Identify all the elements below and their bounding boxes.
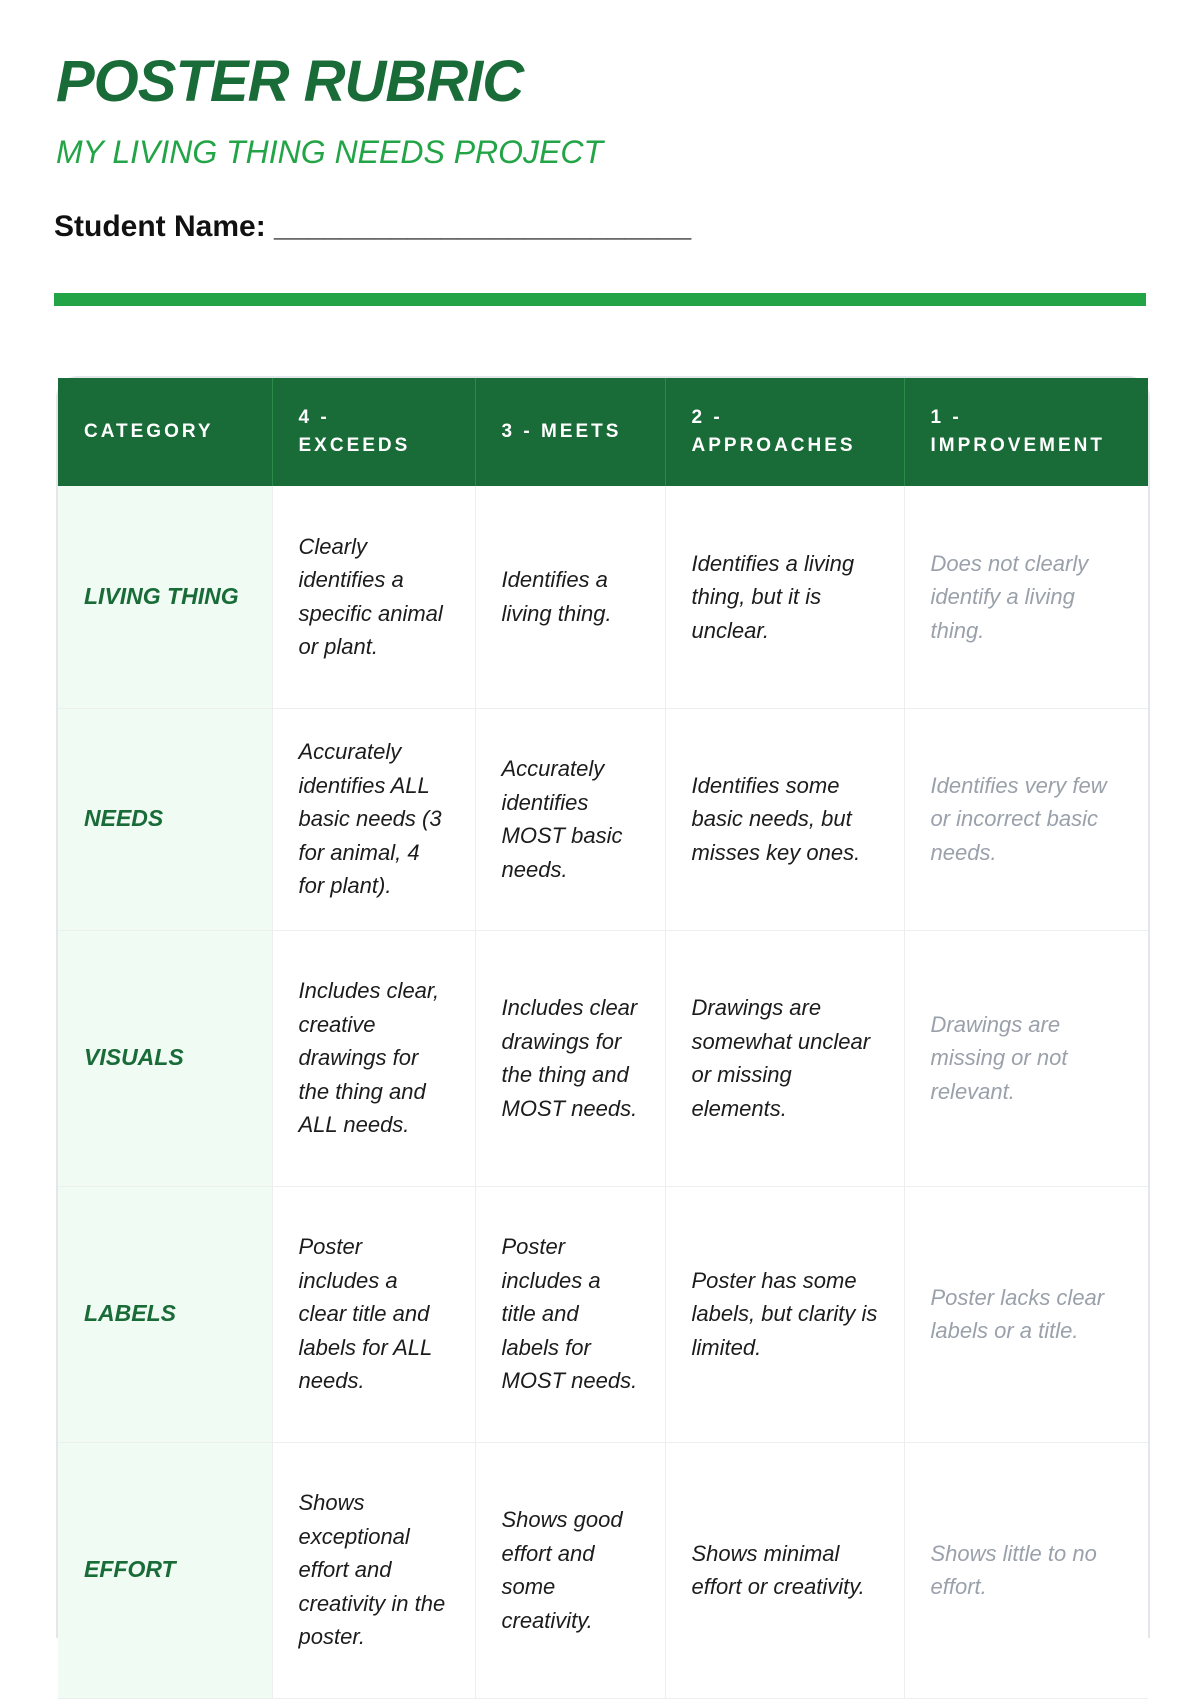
meets-cell: Poster includes a title and labels for MOST needs. — [475, 1186, 665, 1442]
rubric-table-container — [56, 376, 1150, 1650]
approaches-cell: Poster has some labels, but clarity is limited. — [665, 1186, 904, 1442]
table-row — [58, 930, 1148, 1186]
approaches-cell: Shows minimal effort or creativity. — [665, 1442, 904, 1698]
exceeds-cell: Shows exceptional effort and creativity in the poster. — [272, 1442, 475, 1698]
rubric-table — [58, 378, 1148, 1699]
exceeds-cell: Includes clear, creative drawings for the thing and ALL needs. — [272, 930, 475, 1186]
column-header-improvement: 1 - IMPROVEMENT — [904, 378, 1148, 486]
improvement-cell: Does not clearly identify a living thing. — [904, 486, 1148, 708]
exceeds-cell: Poster includes a clear title and labels for ALL needs. — [272, 1186, 475, 1442]
exceeds-cell: Accurately identifies ALL basic needs (3 for animal, 4 for plant). — [272, 708, 475, 930]
table-row — [58, 486, 1148, 708]
category-cell: LIVING THING — [58, 486, 272, 708]
table-row — [58, 1186, 1148, 1442]
category-cell: NEEDS — [58, 708, 272, 930]
approaches-cell: Drawings are somewhat unclear or missing elements. — [665, 930, 904, 1186]
header-row — [58, 378, 1148, 486]
column-header-meets: 3 - MEETS — [475, 378, 665, 486]
meets-cell: Identifies a living thing. — [475, 486, 665, 708]
table-row — [58, 708, 1148, 930]
column-header-category: CATEGORY — [58, 378, 272, 486]
rubric-body — [58, 486, 1148, 1698]
column-header-exceeds: 4 - EXCEEDS — [272, 378, 475, 486]
category-cell: LABELS — [58, 1186, 272, 1442]
meets-cell: Shows good effort and some creativity. — [475, 1442, 665, 1698]
category-cell: VISUALS — [58, 930, 272, 1186]
category-cell: EFFORT — [58, 1442, 272, 1698]
page-subtitle: MY LIVING THING NEEDS PROJECT — [56, 134, 604, 170]
improvement-cell: Identifies very few or incorrect basic needs. — [904, 708, 1148, 930]
student-name-field: Student Name: _________________________ — [54, 210, 692, 243]
header-divider — [54, 293, 1146, 306]
rubric-header — [58, 378, 1148, 486]
meets-cell: Includes clear drawings for the thing and MOST needs. — [475, 930, 665, 1186]
table-row — [58, 1442, 1148, 1698]
improvement-cell: Shows little to no effort. — [904, 1442, 1148, 1698]
improvement-cell: Drawings are missing or not relevant. — [904, 930, 1148, 1186]
page-title: POSTER RUBRIC — [56, 49, 524, 114]
meets-cell: Accurately identifies MOST basic needs. — [475, 708, 665, 930]
approaches-cell: Identifies some basic needs, but misses key ones. — [665, 708, 904, 930]
exceeds-cell: Clearly identifies a specific animal or plant. — [272, 486, 475, 708]
approaches-cell: Identifies a living thing, but it is unclear. — [665, 486, 904, 708]
improvement-cell: Poster lacks clear labels or a title. — [904, 1186, 1148, 1442]
column-header-approaches: 2 - APPROACHES — [665, 378, 904, 486]
